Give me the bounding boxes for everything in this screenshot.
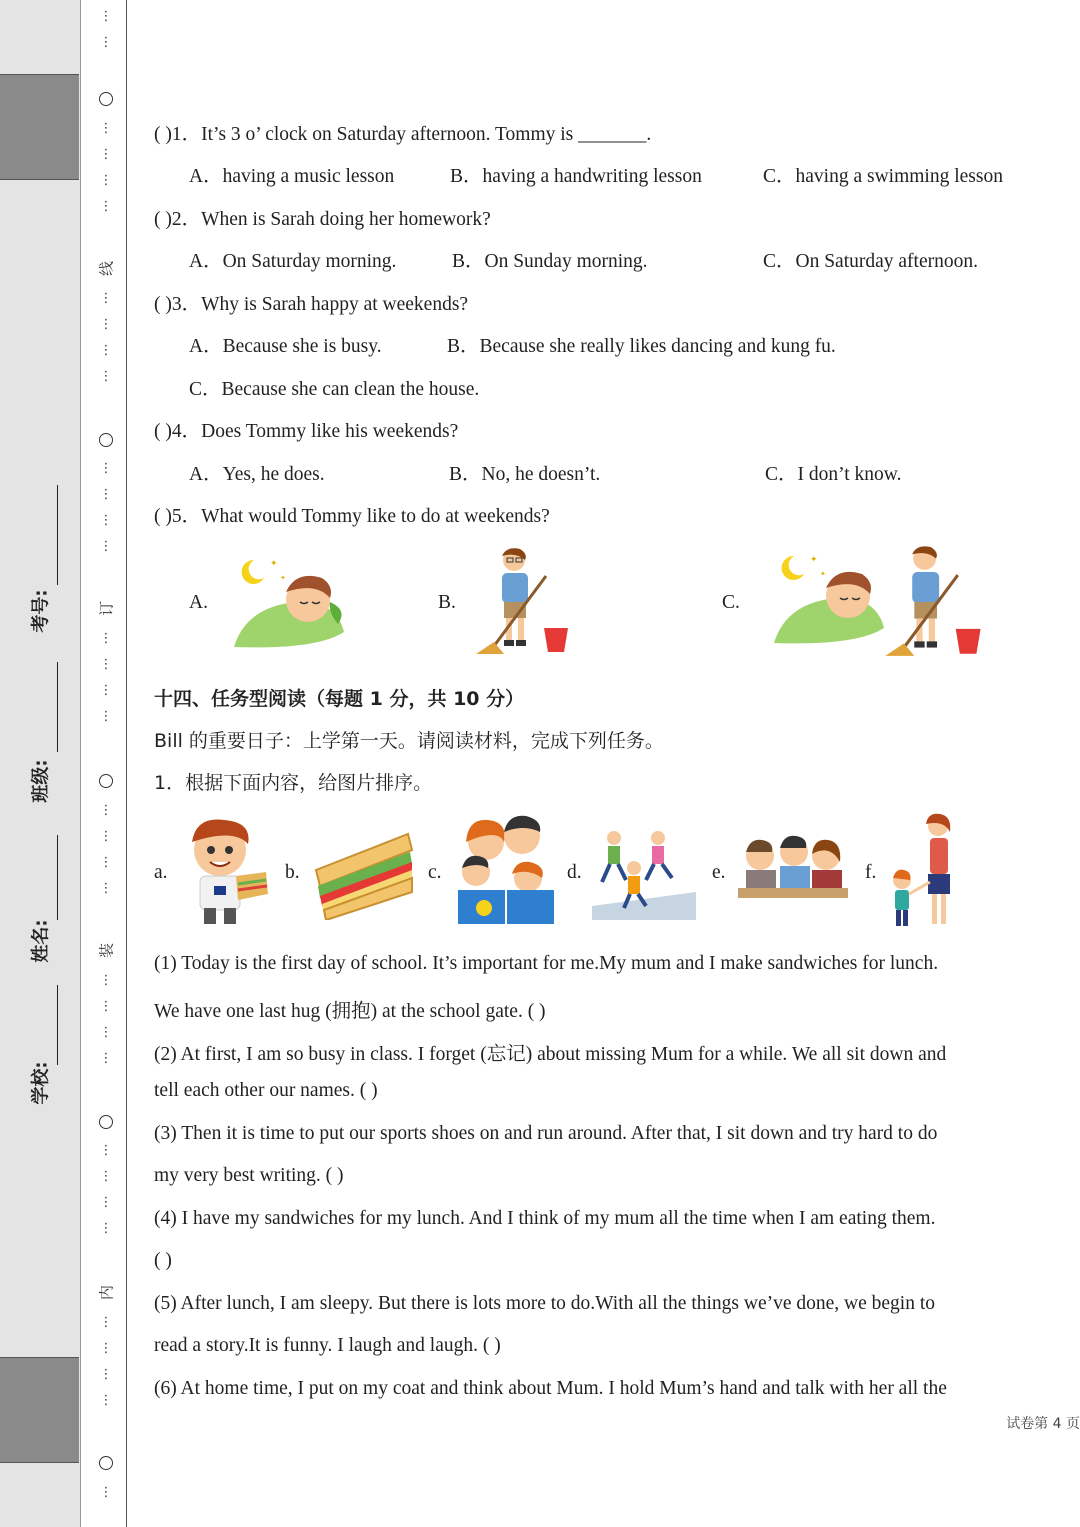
question-1-stem: ( )1．It’s 3 o’ clock on Saturday afternoon. Tommy is _______. <box>154 124 652 145</box>
picture-label-a: a. <box>154 862 168 883</box>
question-5-option-b: B. <box>438 592 456 613</box>
question-4-option-c: C．I don’t know. <box>765 464 902 485</box>
paragraph-2-line-2: tell each other our names. ( ) <box>154 1080 378 1101</box>
task-1-instruction: 1．根据下面内容，给图片排序。 <box>154 772 433 794</box>
picture-label-e: e. <box>712 862 726 883</box>
question-2-option-a: A．On Saturday morning. <box>189 251 397 272</box>
kids-running-image <box>592 826 696 920</box>
margin-block-top <box>0 74 79 180</box>
sleeping-boy-image-c <box>766 548 890 648</box>
question-3-option-a: A．Because she is busy. <box>189 336 382 357</box>
dotted-line: ⋮ <box>99 1485 113 1500</box>
field-school-line <box>57 985 58 1065</box>
question-3-option-c: C．Because she can clean the house. <box>189 379 480 400</box>
dotted-line: ⋮ ⋮ ⋮ ⋮ <box>99 1143 113 1236</box>
question-2-option-c: C．On Saturday afternoon. <box>763 251 978 272</box>
paragraph-6-line-1: (6) At home time, I put on my coat and think about Mum. I hold Mum’s hand and talk with her all the <box>154 1378 947 1399</box>
svg-text:✦: ✦ <box>280 574 286 582</box>
paragraph-3-line-1: (3) Then it is time to put our sports shoes on and run around. After that, I sit down and try hard to do <box>154 1123 938 1144</box>
paragraph-2-line-1: (2) At first, I am so busy in class. I forget (忘记) about missing Mum for a while. We all sit down and <box>154 1044 947 1065</box>
seal-char-zhuang: 装 <box>97 943 116 959</box>
section-14-intro: Bill 的重要日子：上学第一天。请阅读材料，完成下列任务。 <box>154 730 664 752</box>
mum-and-child-image <box>888 812 958 930</box>
paragraph-5-line-2: read a story.It is funny. I laugh and laugh. ( ) <box>154 1335 501 1356</box>
dotted-line: ⋮ ⋮ ⋮ ⋮ <box>99 631 113 724</box>
circle-mark <box>99 1115 113 1129</box>
dotted-line: ⋮ ⋮ ⋮ ⋮ <box>99 803 113 896</box>
boy-sweeping-image-c <box>882 544 988 660</box>
dotted-line: ⋮ ⋮ <box>99 9 113 50</box>
section-14-title: 十四、任务型阅读（每题 1 分，共 10 分） <box>154 688 525 710</box>
paragraph-4-line-1: (4) I have my sandwiches for my lunch. And I think of my mum all the time when I am eating them. <box>154 1208 936 1229</box>
circle-mark <box>99 92 113 106</box>
seal-line <box>126 0 127 1527</box>
boy-with-sandwich-image <box>178 814 274 930</box>
question-2-stem: ( )2．When is Sarah doing her homework? <box>154 209 491 230</box>
picture-label-c: c. <box>428 862 442 883</box>
picture-label-b: b. <box>285 862 300 883</box>
field-name-line <box>57 835 58 920</box>
dotted-line: ⋮ ⋮ ⋮ ⋮ <box>99 1315 113 1408</box>
dotted-line: ⋮ ⋮ ⋮ ⋮ <box>99 121 113 214</box>
margin-block-bottom <box>0 1357 79 1463</box>
seal-char-nei: 内 <box>97 1285 116 1301</box>
paragraph-1-line-1: (1) Today is the first day of school. It’s important for me.My mum and I make sandwiches for lunch. <box>154 953 939 974</box>
picture-label-f: f. <box>865 862 877 883</box>
question-4-option-b: B．No, he doesn’t. <box>449 464 601 485</box>
field-class-line <box>57 662 58 752</box>
svg-text:✦: ✦ <box>270 558 278 568</box>
question-1-option-a: A．having a music lesson <box>189 166 395 187</box>
question-5-option-c: C. <box>722 592 740 613</box>
paragraph-4-line-2: ( ) <box>154 1250 172 1271</box>
dotted-line: ⋮ ⋮ ⋮ ⋮ <box>99 461 113 554</box>
svg-text:✦: ✦ <box>820 570 826 578</box>
boy-sweeping-image <box>474 546 574 658</box>
dotted-line: ⋮ ⋮ ⋮ ⋮ <box>99 973 113 1066</box>
question-3-option-b: B．Because she really likes dancing and kung fu. <box>447 336 836 357</box>
paragraph-5-line-1: (5) After lunch, I am sleepy. But there is lots more to do.With all the things we’ve done, we begin to <box>154 1293 936 1314</box>
circle-mark <box>99 433 113 447</box>
paragraph-3-line-2: my very best writing. ( ) <box>154 1165 344 1186</box>
question-5-stem: ( )5．What would Tommy like to do at weekends? <box>154 506 550 527</box>
question-2-option-b: B．On Sunday morning. <box>452 251 648 272</box>
sandwich-image <box>312 830 416 920</box>
paragraph-1-line-2: We have one last hug (拥抱) at the school gate. ( ) <box>154 1001 546 1022</box>
question-5-option-a: A. <box>189 592 208 613</box>
page-footer: 试卷第 4 页 <box>1006 1416 1080 1432</box>
sleeping-boy-image <box>226 552 350 652</box>
svg-text:✦: ✦ <box>810 554 818 564</box>
question-1-option-c: C．having a swimming lesson <box>763 166 1003 187</box>
question-4-option-a: A．Yes, he does. <box>189 464 325 485</box>
field-exam-no-line <box>57 485 58 585</box>
seal-char-ding: 订 <box>97 601 116 617</box>
family-reading-image <box>454 812 558 928</box>
question-3-stem: ( )3．Why is Sarah happy at weekends? <box>154 294 469 315</box>
kids-at-desks-image <box>738 832 848 910</box>
circle-mark <box>99 774 113 788</box>
question-4-stem: ( )4．Does Tommy like his weekends? <box>154 421 459 442</box>
circle-mark <box>99 1456 113 1470</box>
dotted-line: ⋮ ⋮ ⋮ ⋮ <box>99 291 113 384</box>
question-1-option-b: B．having a handwriting lesson <box>450 166 702 187</box>
picture-label-d: d. <box>567 862 582 883</box>
seal-char-xian: 线 <box>97 261 116 277</box>
